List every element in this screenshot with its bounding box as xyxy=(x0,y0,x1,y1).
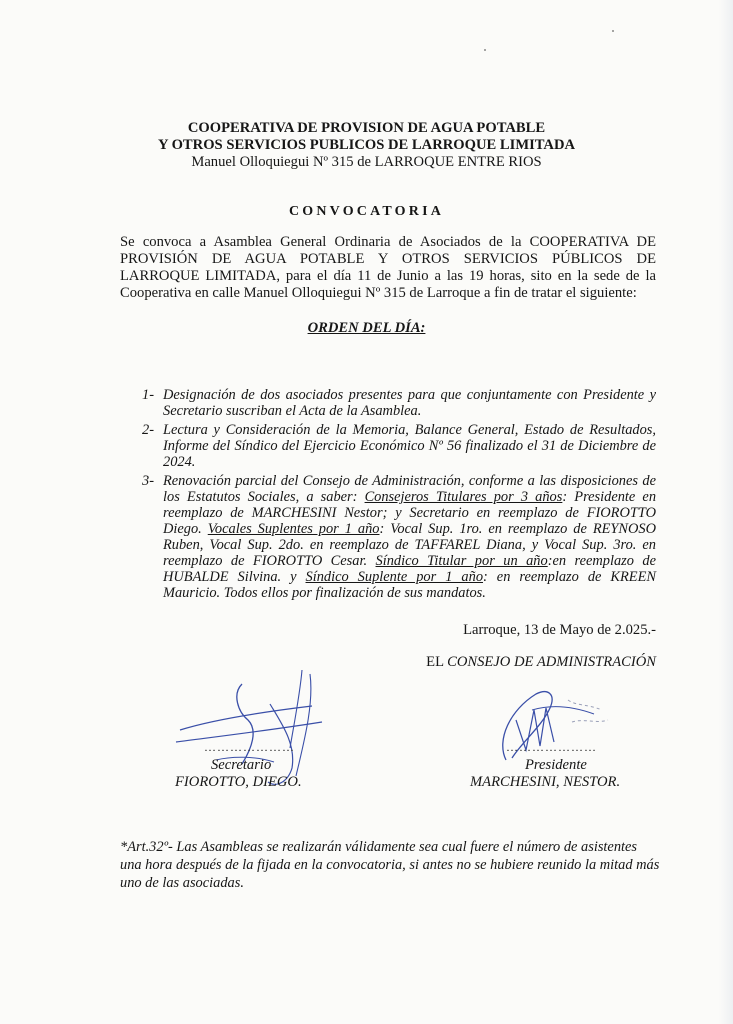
agenda-item-text: : en reemplazo de KREEN Mauricio. Todos ellos por finalización de sus mandatos. xyxy=(163,569,656,601)
agenda-item xyxy=(142,387,656,419)
scan-speck xyxy=(612,30,614,32)
agenda-item-text: : Vocal Sup. 1ro. en reemplazo de REYNOSO Ruben, Vocal Sup. 2do. en reemplazo de TAFFAREL Diana, y Vocal Sup. 3ro. en reemplazo de FIOROTTO Cesar. xyxy=(163,521,656,569)
agenda-heading: ORDEN DEL DÍA: xyxy=(307,320,426,336)
scan-speck xyxy=(484,49,486,51)
issuing-body-name: CONSEJO DE ADMINISTRACIÓN xyxy=(447,654,656,670)
presidente-role: Presidente xyxy=(525,757,587,773)
agenda-item-number: 3- xyxy=(142,473,154,489)
secretario-name: FIOROTTO, DIEGO. xyxy=(175,774,302,790)
issuing-body-prefix: EL xyxy=(426,654,448,670)
agenda-list xyxy=(142,387,656,601)
org-name-line1: COOPERATIVA DE PROVISION DE AGUA POTABLE xyxy=(187,120,546,136)
org-name-line2: Y OTROS SERVICIOS PUBLICOS DE LARROQUE LIMITADA xyxy=(157,137,576,153)
secretario-role: Secretario xyxy=(211,757,272,773)
agenda-item xyxy=(142,473,656,601)
agenda-item-text: :en reemplazo de HUBALDE Silvina. y xyxy=(163,553,656,585)
presidente-name: MARCHESINI, NESTOR. xyxy=(470,774,621,790)
place-and-date: Larroque, 13 de Mayo de 2.025.- xyxy=(463,622,656,638)
agenda-item-underlined: Síndico Titular por un año xyxy=(375,553,548,569)
agenda-item-text: Designación de dos asociados presentes para que conjuntamente con Presidente y Secretario suscriban el Acta de la Asamblea. xyxy=(163,387,656,419)
agenda-item-underlined: Consejeros Titulares por 3 años xyxy=(364,489,563,505)
presidente-dots: ………………… xyxy=(506,740,597,754)
agenda-item-number: 1- xyxy=(142,387,154,403)
secretario-dots: ………………… xyxy=(204,740,295,754)
agenda-item-number: 2- xyxy=(142,422,154,438)
letterhead xyxy=(0,120,733,171)
agenda-item xyxy=(142,422,656,470)
org-address: Manuel Olloquiegui Nº 315 de LARROQUE ENTRE RIOS xyxy=(191,154,542,170)
statute-note: *Art.32º- Las Asambleas se realizarán válidamente sea cual fuere el número de asistentes una hora después de la fijada en la convocatoria, si antes no se hubiere reunido la mitad más uno de las asociadas. xyxy=(120,839,660,891)
intro-paragraph: Se convoca a Asamblea General Ordinaria de Asociados de la COOPERATIVA DE PROVISIÓN DE AGUA POTABLE Y OTROS SERVICIOS PÚBLICOS DE LARROQUE LIMITADA, para el día 11 de Junio a las 19 horas, sito en la sede de la Cooperativa en calle Manuel Olloquiegui Nº 315 de Larroque a fin de tratar el siguiente: xyxy=(120,234,656,301)
agenda-item-text: Renovación parcial del Consejo de Administración, conforme a las disposiciones de los Estatutos Sociales, a saber: xyxy=(163,473,656,505)
document-title: CONVOCATORIA xyxy=(288,204,445,219)
agenda-item-text: Lectura y Consideración de la Memoria, Balance General, Estado de Resultados, Informe del Síndico del Ejercicio Económico Nº 56 finalizado el 31 de Diciembre de 2024. xyxy=(163,422,656,470)
issuing-body xyxy=(420,654,656,671)
agenda-item-text: : Presidente en reemplazo de MARCHESINI Nestor; y Secretario en reemplazo de FIOROTTO Diego. xyxy=(163,489,657,537)
agenda-item-underlined: Síndico Suplente por 1 año xyxy=(305,569,484,585)
agenda-item-underlined: Vocales Suplentes por 1 año xyxy=(207,521,380,537)
